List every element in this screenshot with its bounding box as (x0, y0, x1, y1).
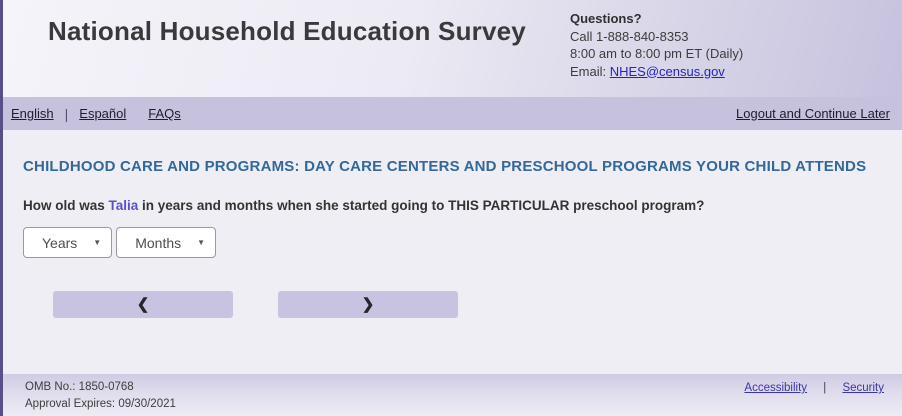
section-heading: CHILDHOOD CARE AND PROGRAMS: DAY CARE CENTERS AND PRESCHOOL PROGRAMS YOUR CHILD ATTENDS (23, 158, 867, 175)
header (3, 0, 902, 97)
contact-hours: 8:00 am to 8:00 pm ET (Daily) (570, 46, 744, 61)
questions-label: Questions? (570, 11, 642, 26)
contact-email-line (570, 63, 743, 81)
logout-link[interactable]: Logout and Continue Later (736, 106, 890, 121)
years-select-value: Years (42, 234, 78, 251)
footer (3, 374, 902, 416)
months-select-value: Months (135, 234, 182, 251)
forward-button[interactable] (278, 291, 458, 318)
nav-link-espanol[interactable]: Español (79, 106, 127, 121)
nav-separator: | (64, 105, 69, 122)
footer-separator: | (823, 382, 827, 394)
dropdown-arrow-icon: ▼ (93, 237, 102, 247)
nav-link-english[interactable]: English (11, 106, 54, 121)
question-text (23, 198, 902, 213)
nav-link-faqs[interactable]: FAQs (148, 106, 181, 121)
months-select[interactable] (116, 227, 216, 258)
nav-left-group (11, 106, 181, 122)
email-link[interactable]: NHES@census.gov (609, 63, 725, 79)
security-link[interactable]: Security (842, 382, 884, 394)
dropdown-arrow-icon: ▼ (197, 237, 206, 247)
main-content (3, 130, 902, 374)
omb-block (3, 374, 176, 416)
email-label: Email: (570, 63, 610, 79)
page-nav-buttons (53, 291, 902, 318)
chevron-right-icon: ❯ (361, 296, 375, 313)
accessibility-link[interactable]: Accessibility (744, 382, 808, 394)
site-title: National Household Education Survey (48, 16, 526, 46)
answer-selects (23, 227, 902, 258)
omb-number: OMB No.: 1850-0768 (25, 381, 134, 393)
nav-bar (3, 97, 902, 130)
approval-expires: Approval Expires: 09/30/2021 (25, 397, 176, 410)
footer-links (744, 374, 902, 416)
child-name: Talia (108, 198, 139, 213)
back-button[interactable] (53, 291, 233, 318)
years-select[interactable] (23, 227, 112, 258)
chevron-left-icon: ❮ (136, 296, 150, 313)
question-suffix: in years and months when she started going to THIS PARTICULAR preschool program? (138, 198, 705, 213)
question-prefix: How old was (23, 198, 109, 213)
phone-number: Call 1-888-840-8353 (570, 28, 689, 44)
contact-info (570, 10, 743, 80)
